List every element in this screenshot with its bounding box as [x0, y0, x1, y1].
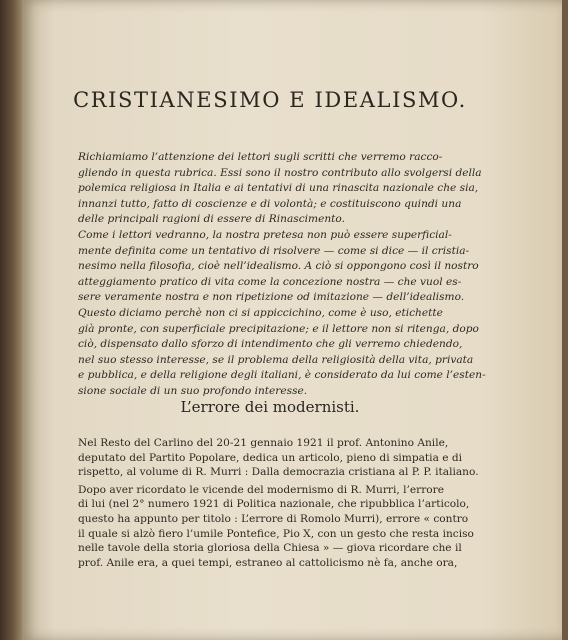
- page-title: CRISTIANESIMO E IDEALISMO.: [73, 88, 467, 112]
- text-line: e pubblica, e della religione degli italiani, è considerato da lui come l’esten-: [78, 369, 486, 382]
- text-line: nelle tavole della storia gloriosa della Chiesa » — giova ricordare che il: [78, 542, 462, 555]
- text-line: Questo diciamo perchè non ci si appiccichino, come è uso, etichette: [78, 306, 443, 319]
- text-line: rispetto, al volume di R. Murri : Dalla democrazia cristiana al P. P. italiano.: [78, 466, 479, 479]
- text-line: Nel Resto del Carlino del 20-21 gennaio 1921 il prof. Antonino Anile,: [78, 437, 449, 449]
- text-line: questo ha appunto per titolo : L’errore di Romolo Murri), errore « contro: [78, 512, 469, 525]
- text-line: nesimo nella filosofia, cioè nell’idealismo. A ciò si oppongono così il nostro: [78, 260, 479, 273]
- text-line: nel suo stesso interesse, se il problema della religiosità della vita, privata: [78, 353, 474, 366]
- body-paragraph: [54, 483, 488, 571]
- intro-paragraph: [54, 306, 486, 400]
- body-paragraph: [54, 436, 488, 480]
- section-heading: L’errore dei modernisti.: [180, 398, 360, 416]
- text-line: di lui (nel 2° numero 1921 di Politica nazionale, che ripubblica l’articolo,: [78, 498, 470, 511]
- text-line: già pronte, con superficiale precipitazione; e il lettore non si ritenga, dopo: [78, 322, 479, 335]
- text-line: sere veramente nostra e non ripetizione od imitazione — dell’idealismo.: [78, 291, 465, 304]
- text-line: polemica religiosa in Italia e ai tentativi di una rinascita nazionale che sia,: [78, 182, 479, 195]
- text-line: innanzi tutto, fatto di coscienze e di volontà; e costituiscono quindi una: [78, 197, 462, 210]
- book-gutter: [0, 0, 22, 640]
- text-line: Come i lettori vedranno, la nostra pretesa non può essere superficial-: [78, 228, 452, 241]
- text-line: sione sociale di un suo profondo interesse.: [78, 384, 308, 397]
- text-line: prof. Anile era, a quei tempi, estraneo al cattolicismo nè fa, anche ora,: [78, 556, 458, 569]
- body-section: [54, 436, 488, 573]
- text-line: delle principali ragioni di essere di Rinascimento.: [78, 213, 345, 226]
- text-line: Dopo aver ricordato le vicende del modernismo di R. Murri, l’errore: [78, 483, 444, 496]
- text-line: Richiamiamo l’attenzione dei lettori sugli scritti che verremo racco-: [78, 151, 443, 163]
- text-line: deputato del Partito Popolare, dedica un articolo, pieno di simpatia e di: [78, 451, 463, 464]
- text-line: ciò, dispensato dallo sforzo di intendimento che gli verremo chiedendo,: [78, 338, 463, 351]
- text-line: il quale si alzò fiero l’umile Pontefice, Pio X, con un gesto che resta inciso: [78, 527, 474, 540]
- intro-paragraph: [54, 150, 486, 228]
- intro-paragraph: [54, 228, 486, 306]
- text-line: mente definita come un tentativo di risolvere — come si dice — il cristia-: [78, 244, 470, 257]
- intro-section: [54, 150, 486, 400]
- text-line: gliendo in questa rubrica. Essi sono il nostro contributo allo svolgersi della: [78, 166, 482, 179]
- text-line: atteggiamento pratico di vita come la concezione nostra — che vuol es-: [78, 275, 462, 288]
